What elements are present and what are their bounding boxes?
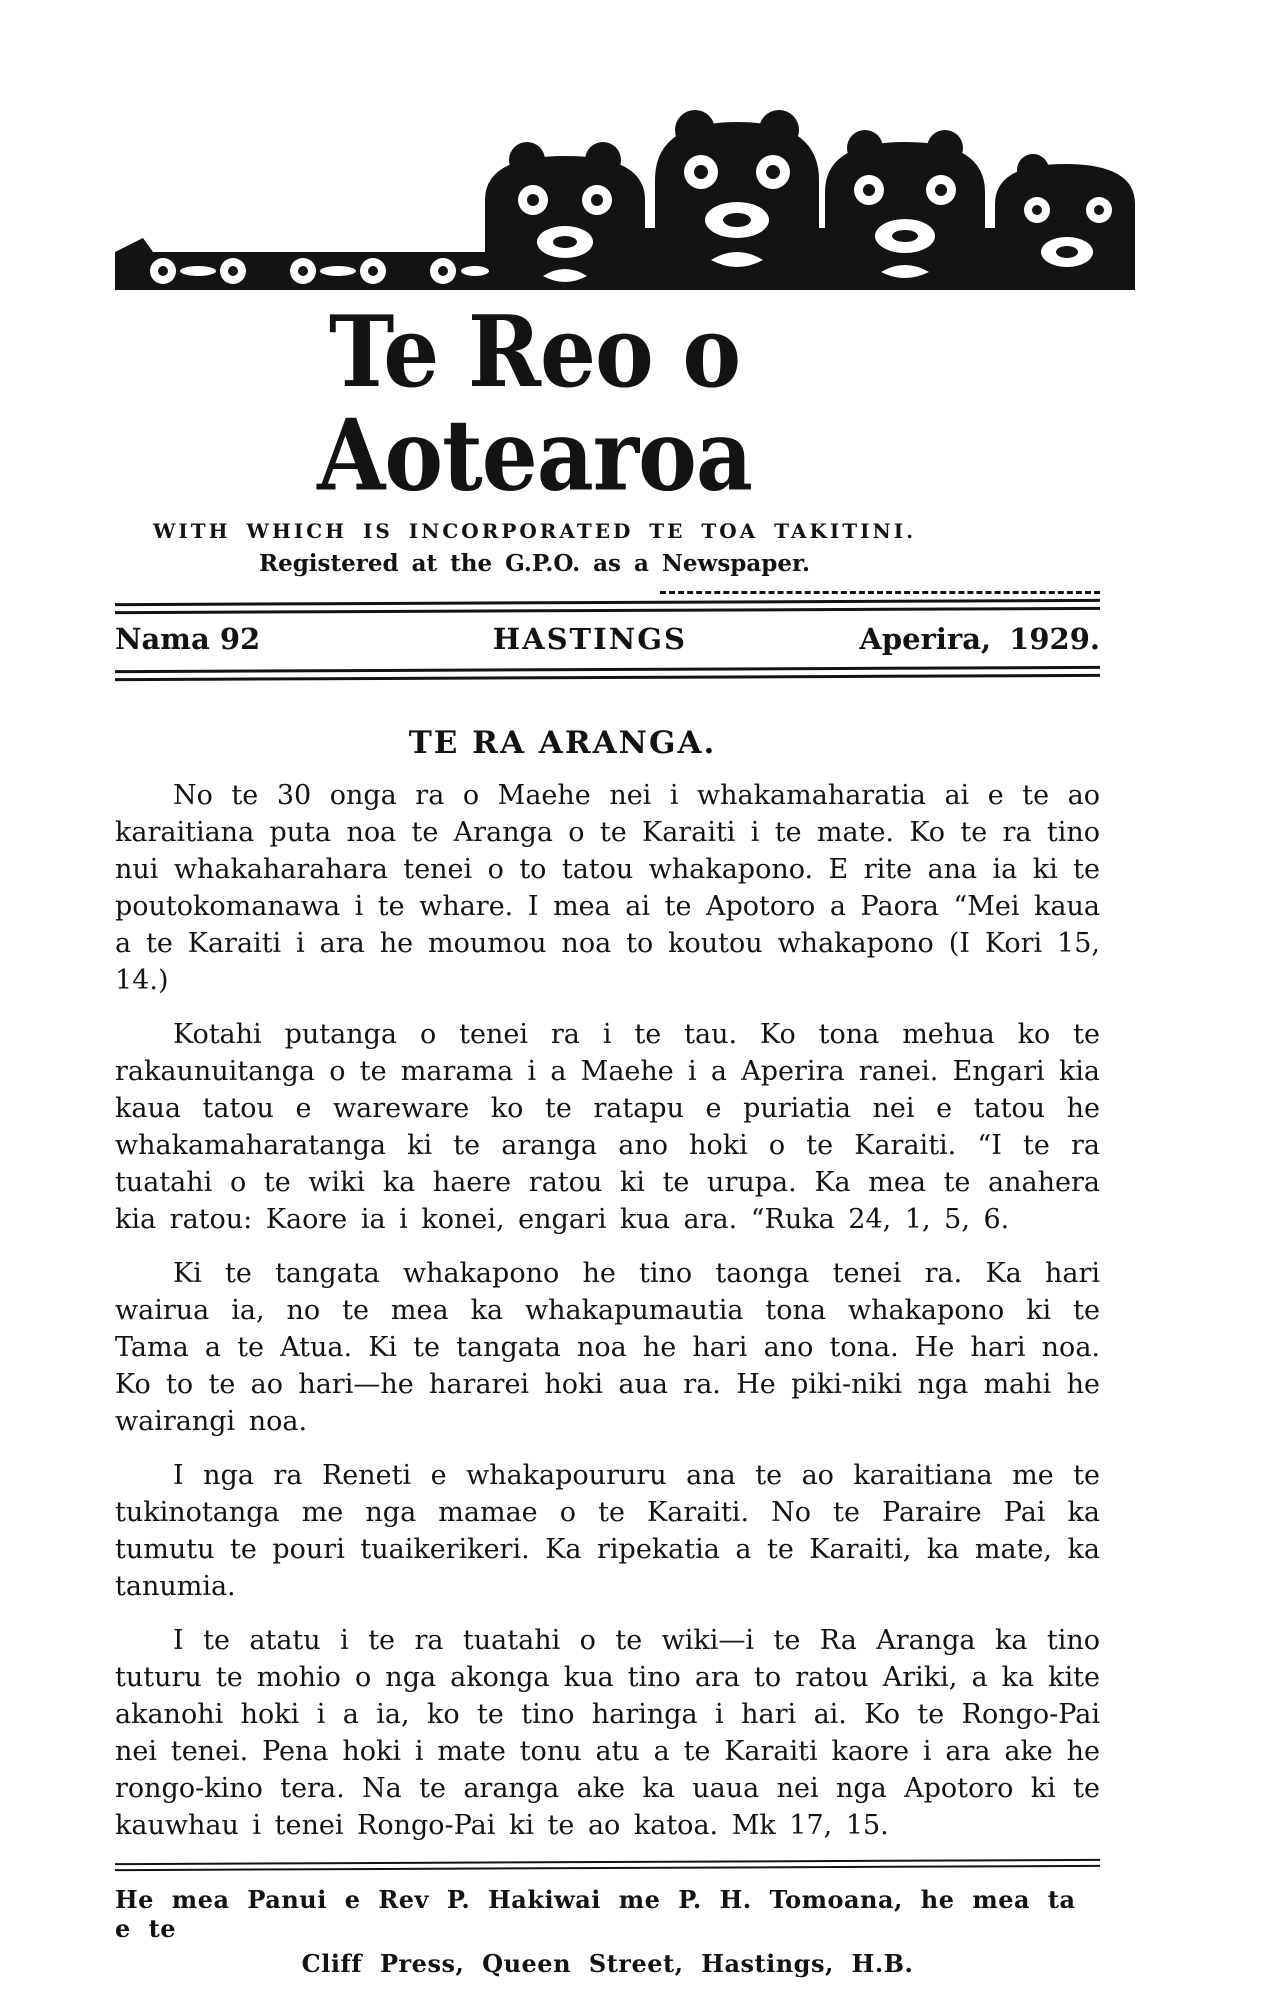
issue-number: Nama 92 — [115, 621, 261, 656]
place-name: HASTINGS — [492, 621, 687, 656]
imprint-line-2: Cliff Press, Queen Street, Hastings, H.B. — [301, 1948, 914, 1978]
newspaper-title: Te Reo o Aotearoa — [317, 293, 752, 514]
masthead-subtitle: WITH WHICH IS INCORPORATED TE TOA TAKITINI. — [152, 518, 917, 543]
dateline — [115, 612, 1100, 668]
article-heading: TE RA ARANGA. — [408, 724, 717, 761]
maori-carving-banner-icon — [115, 108, 1135, 290]
dashed-rule-accent — [660, 591, 1100, 594]
imprint-rule — [115, 1861, 1100, 1869]
article-paragraph: I te atatu i te ra tuatahi o te wiki—i te Ra Aranga ka tino tuturu te mohio o nga akonga kua tino ara to ratou Ariki, a ka kite akanohi hoki i a ia, ko te tino haringa i hari ai. Ko te Rongo-Pai nei tenei. Pena hoki i mate tonu atu a te Karaiti kaore i ara ake he rongo-kino tera. Na te aranga ake ka uaua nei nga Apotoro ki te kauwhau i tenei Rongo-Pai ki te ao katoa. Mk 17, 15. — [115, 1624, 1100, 1841]
imprint-line-1: He mea Panui e Rev P. Hakiwai me P. H. Tomoana, he mea ta e te — [115, 1884, 1076, 1943]
imprint — [115, 1885, 1100, 1978]
top-rule — [115, 601, 1100, 612]
article-body — [115, 777, 1100, 1844]
masthead-registration: Registered at the G.P.O. as a Newspaper. — [258, 549, 811, 577]
article-paragraph: Ki te tangata whakapono he tino taonga tenei ra. Ka hari wairua ia, no te mea ka whakapumautia tona whakapono ki te Tama a te Atua. Ki te tangata noa he hari ano tona. He hari noa. Ko to te ao hari—he hararei hoki aua ra. He piki-niki nga mahi he wairangi noa. — [115, 1257, 1100, 1437]
dateline-bottom-rule — [115, 668, 1100, 679]
issue-date: Aperira, 1929. — [859, 621, 1100, 656]
article-paragraph: No te 30 onga ra o Maehe nei i whakamaharatia ai e te ao karaitiana puta noa te Aranga o te Karaiti i te mate. Ko te ra tino nui whakaharahara tenei o to tatou whakapono. E rite ana ia ki te poutokomanawa i te whare. I mea ai te Apotoro a Paora “Mei kaua a te Karaiti i ara he moumou noa to koutou whakapono (I Kori 15, 14.) — [115, 779, 1100, 996]
article-paragraph: Kotahi putanga o tenei ra i te tau. Ko tona mehua ko te rakaunuitanga o te marama i a Maehe i a Aperira ranei. Engari kia kaua tatou e wareware ko te ratapu e puriatia nei e tatou he whakamaharatanga ki te aranga ano hoki o te Karaiti. “I te ra tuatahi o te wiki ka haere ratou ki te urupa. Ka mea te anahera kia ratou: Kaore ia i konei, engari kua ara. “Ruka 24, 1, 5, 6. — [115, 1018, 1100, 1235]
article-paragraph: I nga ra Reneti e whakapoururu ana te ao karaitiana me te tukinotanga me nga mamae o te Karaiti. No te Paraire Pai ka tumutu te pouri tuaikerikeri. Ka ripekatia a te Karaiti, ka mate, ka tanumia. — [115, 1459, 1100, 1602]
masthead — [112, 293, 957, 577]
